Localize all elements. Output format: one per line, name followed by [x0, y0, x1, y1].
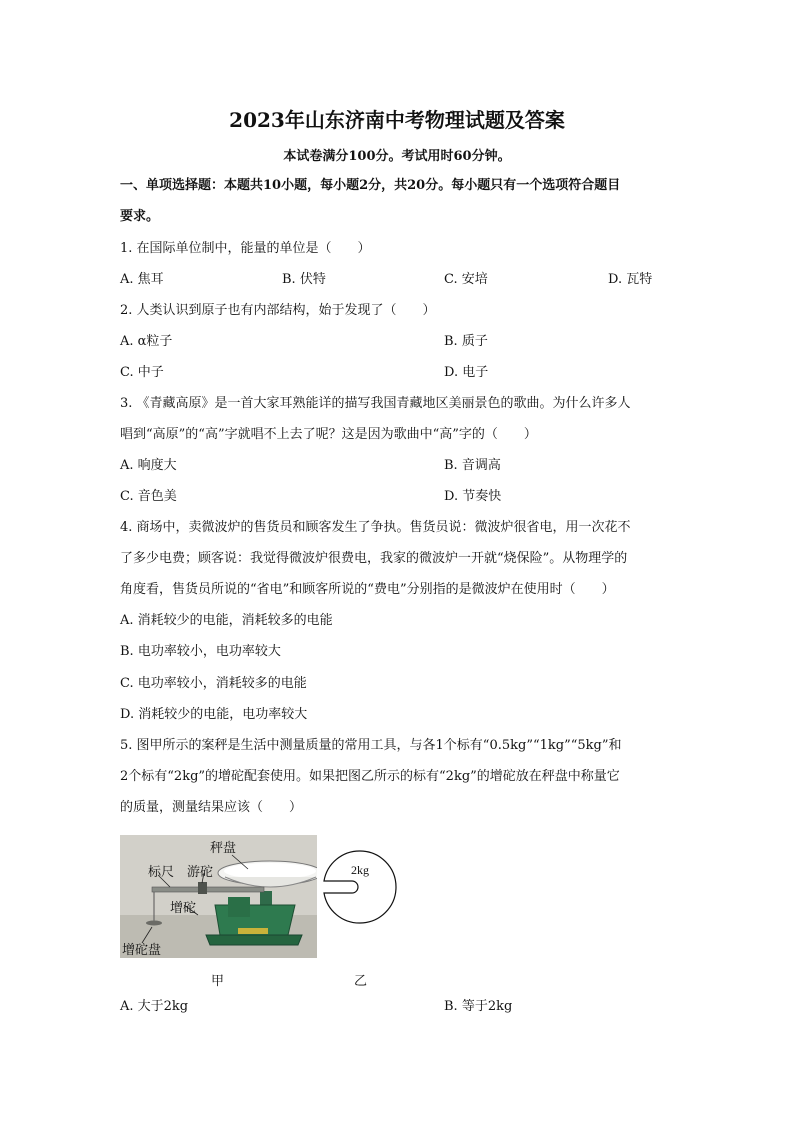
question-3-stem-cont: 唱到“高原”的“高”字就唱不上去了呢？这是因为歌曲中“高”字的（ ）: [120, 427, 537, 442]
question-2-stem: 2. 人类认识到原子也有内部结构，始于发现了（ ）: [120, 303, 436, 318]
question-1-option-c: C. 安培: [444, 272, 488, 287]
question-1-stem: 1. 在国际单位制中，能量的单位是（ ）: [120, 241, 371, 256]
question-1-option-b: B. 伏特: [282, 272, 326, 287]
question-4-option-b: B. 电功率较小，电功率较大: [120, 644, 281, 659]
question-3-option-d: D. 节奏快: [444, 489, 502, 504]
question-4-option-c: C. 电功率较小，消耗较多的电能: [120, 676, 307, 691]
weight-label: 2kg: [351, 863, 369, 877]
question-1-option-a: A. 焦耳: [120, 272, 164, 287]
question-4-stem-cont: 角度看，售货员所说的“省电”和顾客所说的“费电”分别指的是微波炉在使用时（ ）: [120, 582, 615, 597]
question-4-option-d: D. 消耗较少的电能，电功率较大: [120, 707, 308, 722]
figure-caption-b: 乙: [354, 974, 368, 989]
question-2-option-a: A. α粒子: [120, 334, 173, 349]
question-5-option-b: B. 等于2kg: [444, 999, 513, 1014]
question-5-stem-cont: 2个标有“2kg”的增砣配套使用。如果把图乙所示的标有“2kg”的增砣放在秤盘中称量它: [120, 769, 620, 784]
question-2-option-b: B. 质子: [444, 334, 488, 349]
slotted-weight-diagram: [318, 845, 402, 929]
section-heading-cont: 要求。: [120, 209, 160, 224]
label-weight-pan: 增砣盘: [122, 943, 162, 958]
question-3-option-c: C. 音色美: [120, 489, 177, 504]
label-pan: 秤盘: [210, 841, 237, 856]
exam-info: 本试卷满分100分。考试用时60分钟。: [283, 149, 511, 164]
question-2-option-d: D. 电子: [444, 365, 489, 380]
question-5-stem-cont: 的质量，测量结果应该（ ）: [120, 800, 303, 815]
question-3-option-b: B. 音调高: [444, 458, 501, 473]
weight-shape: [324, 851, 396, 923]
question-4-option-a: A. 消耗较少的电能，消耗较多的电能: [120, 613, 333, 628]
question-4-stem: 4. 商场中，卖微波炉的售货员和顾客发生了争执。售货员说：微波炉很省电，用一次花不: [120, 520, 631, 535]
question-3-stem: 3. 《青藏高原》是一首大家耳熟能详的描写我国青藏地区美丽景色的歌曲。为什么许多人: [120, 396, 631, 411]
question-5-option-a: A. 大于2kg: [120, 999, 189, 1014]
label-weight: 增砣: [170, 901, 197, 916]
label-ruler: 标尺: [148, 865, 175, 880]
question-1-option-d: D. 瓦特: [608, 272, 653, 287]
question-5-stem: 5. 图甲所示的案秤是生活中测量质量的常用工具，与各1个标有“0.5kg”“1kg”“5kg”和: [120, 738, 622, 753]
scale-photo: [120, 835, 317, 958]
page-title: 2023年山东济南中考物理试题及答案: [229, 108, 565, 132]
label-slider: 游砣: [187, 865, 214, 880]
figure-caption-a: 甲: [211, 974, 225, 989]
question-2-option-c: C. 中子: [120, 365, 164, 380]
question-4-stem-cont: 了多少电费；顾客说：我觉得微波炉很费电，我家的微波炉一开就“烧保险”。从物理学的: [120, 551, 628, 566]
section-heading: 一、单项选择题：本题共10小题，每小题2分，共20分。每小题只有一个选项符合题目: [120, 178, 621, 193]
question-3-option-a: A. 响度大: [120, 458, 177, 473]
